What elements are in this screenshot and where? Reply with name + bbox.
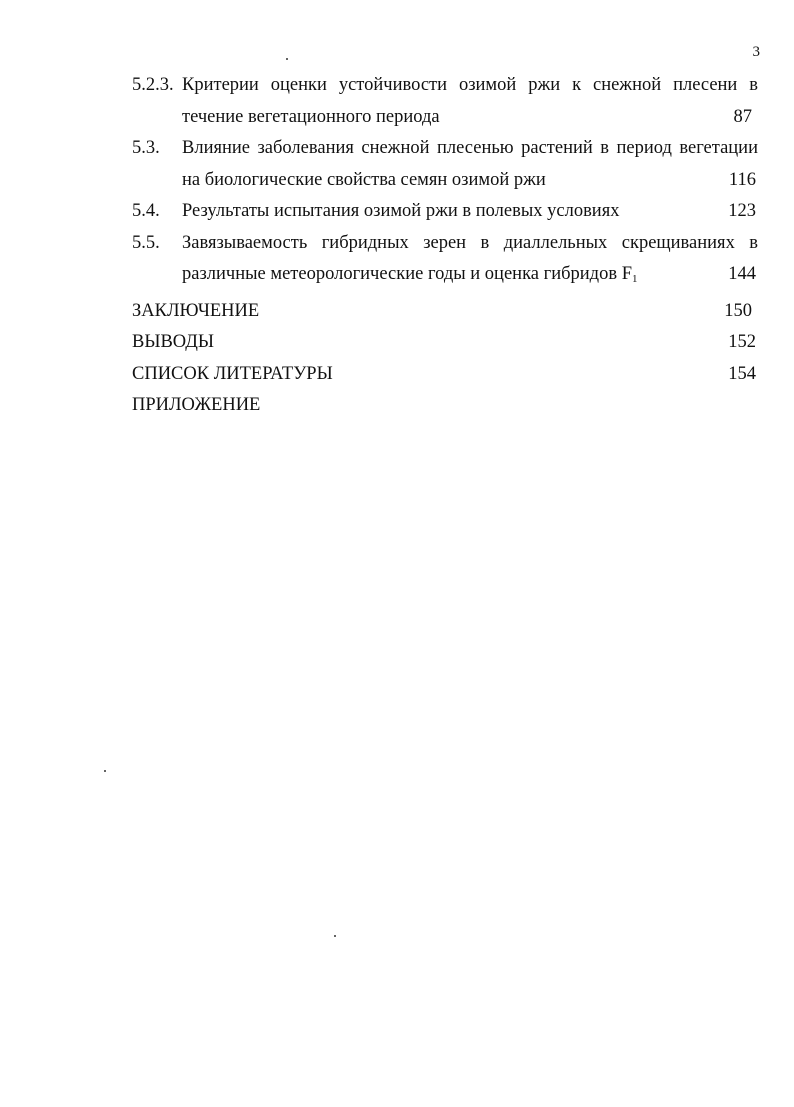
entry-page: 116 [728, 169, 756, 190]
entry-page: 144 [728, 264, 756, 284]
entry-number: 5.3. [132, 138, 160, 158]
entry-title-line2: течение вегетационного периода 87 [132, 102, 758, 134]
section-page: 150 [724, 300, 752, 321]
toc-entry-5-3 [132, 133, 758, 196]
entry-page: 87 [733, 106, 752, 127]
entry-number: 5.2.3. [132, 75, 174, 95]
entry-page: 123 [728, 201, 756, 221]
scan-speck [334, 935, 336, 937]
entry-number: 5.4. [132, 201, 160, 221]
toc-section-appendix: ПРИЛОЖЕНИЕ [132, 395, 261, 415]
entry-title: Результаты испытания озимой ржи в полевых условиях 123 [132, 196, 758, 228]
entry-title-line1: Влияние заболевания снежной плесенью растений в период вегетации [182, 138, 758, 158]
toc-section-findings: ВЫВОДЫ 152 [132, 327, 758, 359]
section-page: 154 [728, 363, 756, 384]
entry-title-line2: различные метеорологические годы и оценка гибридов $F_1$ 144 [132, 259, 758, 296]
toc-entry-5-4 [132, 196, 758, 228]
entry-title-line1: Критерии оценки устойчивости озимой ржи к снежной плесени в [182, 75, 758, 95]
entry-title-line2: на биологические свойства семян озимой ржи 116 [132, 165, 758, 197]
toc-section-references: СПИСОК ЛИТЕРАТУРЫ 154 [132, 359, 758, 391]
entry-title-line1: Завязываемость гибридных зерен в диаллельных скрещиваниях в [182, 232, 758, 253]
toc-section-conclusion: ЗАКЛЮЧЕНИЕ 150 [132, 296, 758, 328]
entry-number: 5.5. [132, 232, 160, 253]
table-of-contents [132, 70, 758, 422]
scan-speck [286, 58, 288, 60]
scan-speck [104, 770, 106, 772]
toc-entry-5-5 [132, 228, 758, 296]
subscript: 1 [631, 273, 638, 285]
page-number: 3 [752, 44, 760, 60]
section-page: 152 [728, 332, 756, 352]
toc-entry-5-2-3 [132, 70, 758, 133]
